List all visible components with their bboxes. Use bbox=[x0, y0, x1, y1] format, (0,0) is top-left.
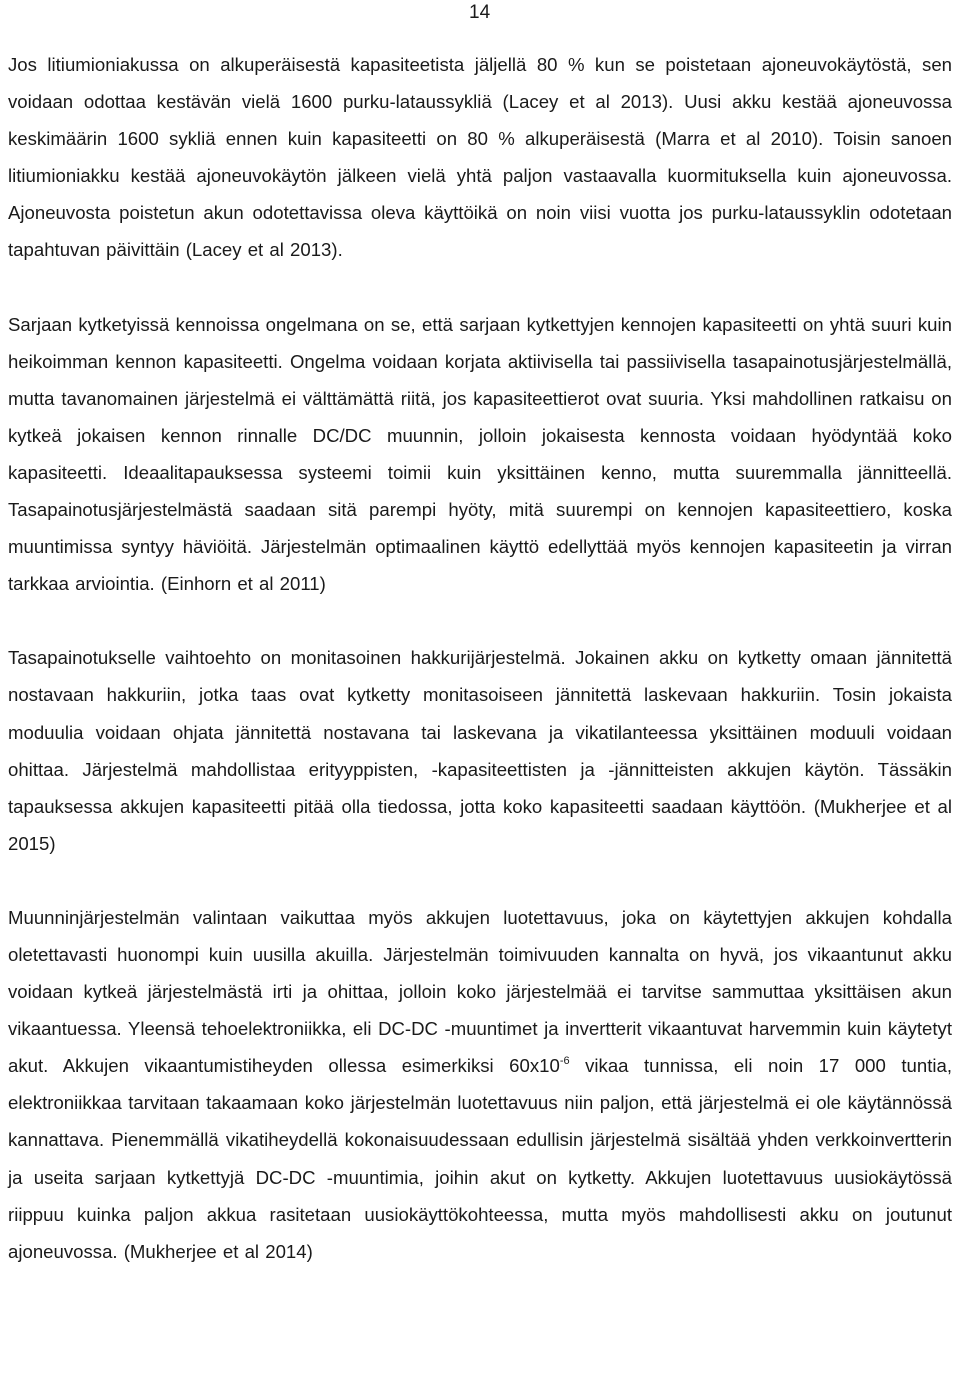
reliability-text-start: Muunninjärjestelmän valintaan vaikuttaa myös akkujen luotettavuus, joka on käytettyjen akkujen kohdalla oletettavasti huonompi kuin uusilla akuilla. Järjestelmän toimivuuden kannalta on hyvä, jos vikaantunut akku voidaan kytkeä järjestelmästä irti ja ohittaa, jolloin koko järjestelmää ei tarvitse sammuttaa yksittäisen akun vikaantuessa. Yleensä tehoelektroniikka, eli DC-DC -muuntimet ja invertterit vikaantuvat harvemmin kuin käytetyt akut. Akkujen vikaantumistiheyden ollessa esimerkiksi 60x10 bbox=[8, 906, 952, 1077]
reliability-text-end: vikaa tunnissa, eli noin 17 000 tuntia, elektroniikkaa tarvitaan takaamaan koko järjestelmän luotettavuus niin paljon, että järjestelmä ei ole käytännössä kannattava. Pienemmällä vikatiheydellä kokonaisuudessaan edullisin järjestelmä sisältää yhden verkkoinvertterin ja useita sarjaan kytkettyjä DC-DC -muuntimia, joihin akut on kytketty. Akkujen luotettavuus uusiokäytössä riippuu kuinka paljon akkua rasitetaan uusiokäyttökohteessa, mutta myös mahdollisesti akku on joutunut ajoneuvossa. (Mukherjee et al 2014) bbox=[8, 1055, 952, 1262]
document-body bbox=[8, 46, 952, 1270]
paragraph-battery-second-life: Jos litiumioniakussa on alkuperäisestä kapasiteetista jäljellä 80 % kun se poistetaan ajoneuvokäytöstä, sen voidaan odottaa kestävän vielä 1600 purku-lataussykliä (Lacey et al 2013). Uusi akku kestää ajoneuvossa keskimäärin 1600 sykliä ennen kuin kapasiteetti on 80 % alkuperäisestä (Marra et al 2010). Toisin sanoen litiumioniakku kestää ajoneuvokäytön jälkeen vielä yhtä paljon vastaavalla kuormituksella kuin ajoneuvossa. Ajoneuvosta poistetun akun odotettavissa oleva käyttöikä on noin viisi vuotta jos purku-lataussyklin odotetaan tapahtuvan päivittäin (Lacey et al 2013). bbox=[8, 54, 952, 261]
exponent: -6 bbox=[559, 1055, 570, 1068]
paragraph-cell-balancing: Sarjaan kytketyissä kennoissa ongelmana on se, että sarjaan kytkettyjen kennojen kapasiteetti on yhtä suuri kuin heikoimman kennon kapasiteetti. Ongelma voidaan korjata aktiivisella tai passiivisella tasapainotusjärjestelmällä, mutta tavanomainen järjestelmä ei välttämättä riitä, jos kapasiteettierot ovat suuria. Yksi mahdollinen ratkaisu on kytkeä jokaisen kennon rinnalle DC/DC muunnin, jolloin jokaisesta kennosta voidaan hyödyntää koko kapasiteetti. Ideaalitapauksessa systeemi toimii kuin yksittäinen kenno, mutta suuremmalla jännitteellä. Tasapainotusjärjestelmästä saadaan sitä parempi hyöty, mitä suurempi on kennojen kapasiteettiero, koska muuntimissa syntyy häviöitä. Järjestelmän optimaalinen käyttö edellyttää myös kennojen kapasiteetin ja virran tarkkaa arviointia. (Einhorn et al 2011) bbox=[8, 313, 952, 595]
paragraph-multilevel-converter: Tasapainotukselle vaihtoehto on monitasoinen hakkurijärjestelmä. Jokainen akku on kytketty omaan jännitettä nostavaan hakkuriin, jotka taas ovat kytketty monitasoiseen jännitettä laskevaan hakkuriin. Tosin jokaista moduulia voidaan ohjata jännitettä nostavana tai laskevana ja vikatilanteessa yksittäinen moduuli voidaan ohittaa. Järjestelmä mahdollistaa erityyppisten, -kapasiteettisten ja -jännitteisten akkujen käytön. Tässäkin tapauksessa akkujen kapasiteetti pitää olla tiedossa, jotta koko kapasiteetti saadaan käyttöön. (Mukherjee et al 2015) bbox=[8, 647, 952, 854]
page-number: 14 bbox=[469, 2, 491, 23]
paragraph-reliability bbox=[8, 899, 952, 1270]
